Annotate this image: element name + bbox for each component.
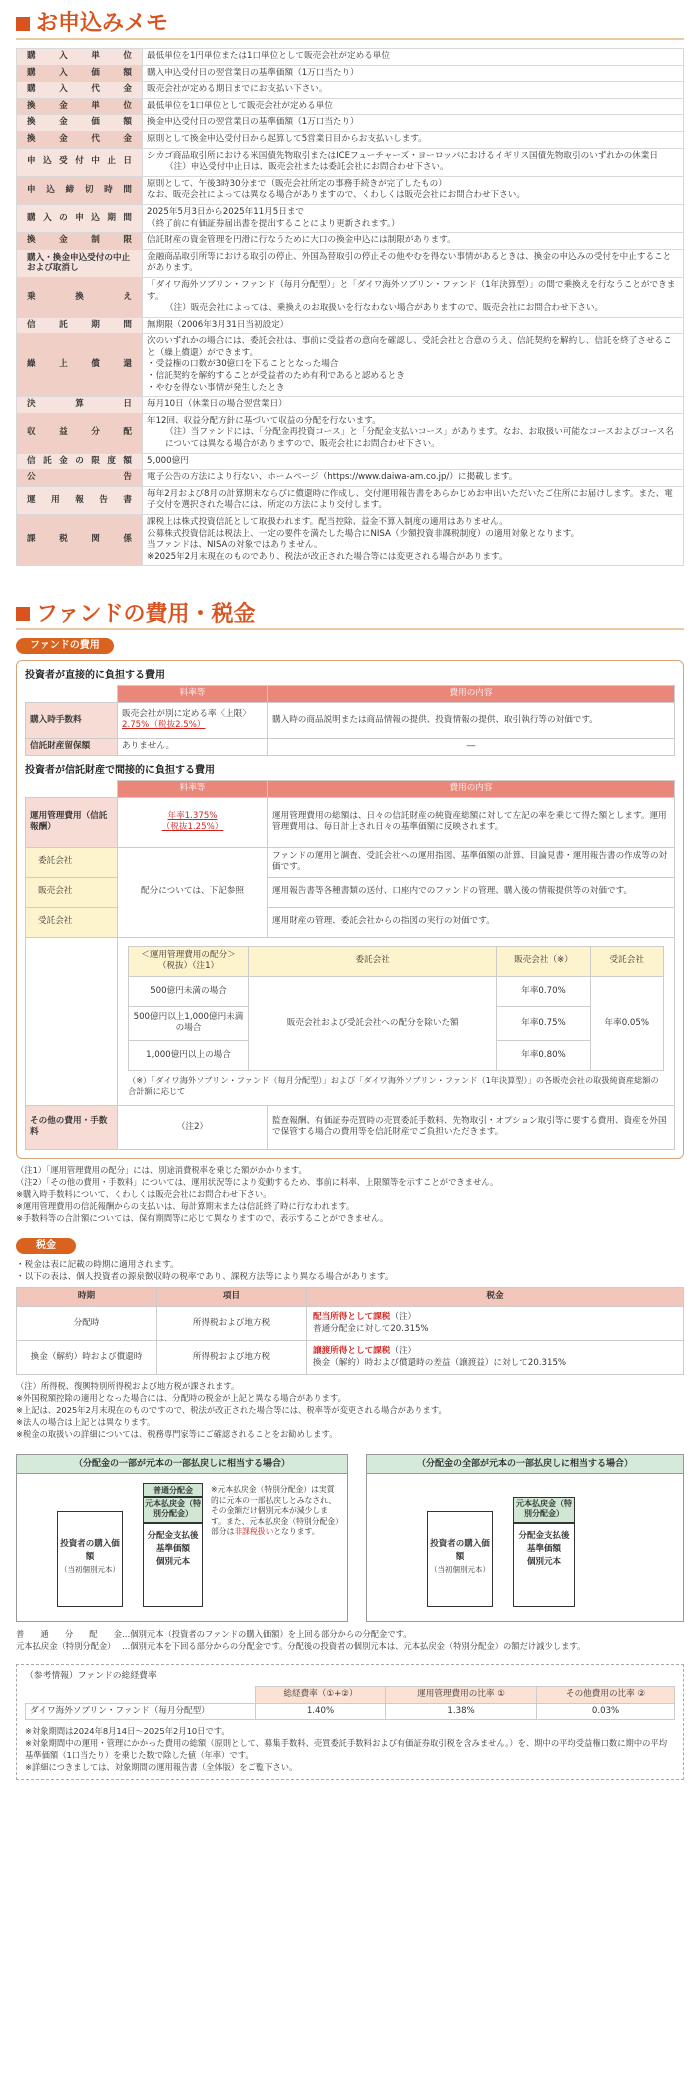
fee-notes: （注1）「運用管理費用の配分」には、別途消費税率を乗じた額がかかります。 （注2）「その他の費用・手数料」については、運用状況等により変動するため、事前に料率、上限額等を示すことができません。 ※購入時手数料について、くわしくは販売会社にお問合わせ下さい。 ※運用管理費用の信託報酬からの支払いは、毎計算期末または信託終了時に行なわれます。 ※手数料等の合計額については、保有期間等に応じて異なりますので、表示することができません。: [16, 1164, 499, 1224]
memo-value: 年12回、収益分配方針に基づいて収益の分配を行ないます。 （注）当ファンドには、「分配金再投資コース」と「分配金支払いコース」があります。なお、お取扱い可能なコースおよびコース名については異なる場合がありますので、販売会社にお問合わせ下さい。: [143, 413, 684, 453]
fund-cost-tag: ファンドの費用: [16, 638, 114, 654]
memo-row: [17, 49, 684, 66]
purchase-price-box: 投資者の購入価額 （当初個別元本）: [427, 1511, 493, 1607]
memo-row: [17, 397, 684, 414]
memo-row: [17, 204, 684, 232]
memo-value: 電子公告の方法により行ない、ホームページ（https://www.daiwa-am.co.jp/）に掲載します。: [143, 470, 684, 487]
memo-value: 無期限（2006年3月31日当初設定）: [143, 317, 684, 334]
post-distribution-box: 分配金支払後 基準価額 個別元本: [143, 1523, 203, 1607]
memo-key: 繰上償還: [17, 334, 143, 397]
refund-note: ※元本払戻金（特別分配金）は実質的に元本の一部払戻しとみなされ、その金額だけ個別元本が減少します。また、元本払戻金（特別分配金）部分は非課税扱いとなります。: [211, 1485, 340, 1537]
partial-refund-diagram: （分配金の一部が元本の一部払戻しに相当する場合） 投資者の購入価額 （当初個別元本） 普通分配金 元本払戻金（特別分配金） 分配金支払後 基準価額 個別元本 ※元本払戻金（特別分配金）は実質的に元本の一部払戻しとみなされ、その金額だけ個別元本が減少します。また、元本払戻金（特別分配金）部分は非課税扱いとなります。: [16, 1454, 348, 1622]
allocation-note: （※）「ダイワ海外ソブリン・ファンド（毎月分配型）」および「ダイワ海外ソブリン・ファンド（1年決算型）」の各販売会社の取扱純資産総額の合計額に応じて: [128, 1074, 659, 1096]
memo-key: 収益分配: [17, 413, 143, 453]
memo-value: 換金申込受付日の翌営業日の基準価額（1万口当たり）: [143, 115, 684, 132]
memo-table: [16, 48, 684, 566]
memo-row: [17, 470, 684, 487]
distribution-definitions: 普通分配金…個別元本（投資者のファンドの購入価額）を上回る部分からの分配金です。 元本払戻金（特別分配金） …個別元本を下回る部分からの分配金です。分配後の投資者の個別元本は、元本払戻金（特別分配金）の額だけ減少します。: [16, 1629, 586, 1652]
mgmt-rate: 年率1.375% （税抜1.25%）: [118, 797, 268, 847]
tax-tag: 税金: [16, 1238, 76, 1254]
memo-row: [17, 98, 684, 115]
memo-key: 運用報告書: [17, 486, 143, 514]
memo-value: 課税上は株式投資信託として取扱われます。配当控除、益金不算入制度の適用はありません。 公募株式投資信託は税法上、一定の要件を満たした場合にNISA（少額投資非課税制度）の適用対象となります。 当ファンドは、NISAの対象ではありません。 ※2025年2月末現在のものであり、税法が改正された場合等には変更される場合があります。: [143, 515, 684, 566]
square-bullet-icon: [16, 607, 30, 621]
memo-row: [17, 334, 684, 397]
memo-value: 信託財産の資金管理を円滑に行なうために大口の換金申込には制限があります。: [143, 233, 684, 250]
memo-key: 信託金の限度額: [17, 453, 143, 470]
memo-row: [17, 148, 684, 176]
memo-key: 決算日: [17, 397, 143, 414]
memo-row: [17, 176, 684, 204]
memo-value: 購入申込受付日の翌営業日の基準価額（1万口当たり）: [143, 65, 684, 82]
memo-value: 販売会社が定める期日までにお支払い下さい。: [143, 82, 684, 99]
expense-ratio-notes: ※対象期間は2024年8月14日〜2025年2月10日です。 ※対象期間中の運用・管理にかかった費用の総額（原則として、募集手数料、売買委託手数料および有価証券取引税を含みません。）を、期中の平均受益権口数に期中の平均基準価額（1口当たり）を乗じた数で除した値（年率）です。 ※詳細につきましては、対象期間の運用報告書（全体版）をご覧下さい。: [25, 1726, 668, 1773]
memo-value: 金融商品取引所等における取引の停止、外国為替取引の停止その他やむを得ない事情があるときは、換金の申込みの受付を中止することがあります。: [143, 249, 684, 277]
square-bullet-icon: [16, 17, 30, 31]
memo-row: [17, 413, 684, 453]
memo-key: 換金単位: [17, 98, 143, 115]
memo-row: [17, 486, 684, 514]
allocation-table: ＜運用管理費用の配分＞（税抜）（注1） 委託会社 販売会社（※） 受託会社 500億円未満の場合 販売会社および受託会社への配分を除いた額 年率0.70% 年率0.05% 500億円以上1,000億円未満の場合 年率0.75% 1,000億円以上の場合 年率0.80%: [128, 946, 664, 1071]
normal-distribution-box: 普通分配金: [143, 1483, 203, 1497]
memo-value: シカゴ商品取引所における米国債先物取引またはICEフューチャーズ・ヨーロッパにおけるイギリス国債先物取引のいずれかの休業日 （注）申込受付中止日は、販売会社または委託会社にお問合わせ下さい。: [143, 148, 684, 176]
direct-cost-heading: 投資者が直接的に負担する費用: [25, 669, 165, 681]
memo-row: [17, 233, 684, 250]
full-refund-diagram: （分配金の全部が元本の一部払戻しに相当する場合） 投資者の購入価額 （当初個別元本） 元本払戻金（特別分配金） 分配金支払後 基準価額 個別元本: [366, 1454, 684, 1622]
fees-panel: [16, 660, 684, 1159]
memo-row: [17, 515, 684, 566]
tax-table: 時期 項目 税金 分配時 所得税および地方税 配当所得として課税（注） 普通分配金に対して20.315% 換金（解約）時および償還時 所得税および地方税 譲渡所得として課税（注） 換金（解約）時および償還時の差益（譲渡益）に対して20.315%: [16, 1287, 684, 1375]
memo-key: 換金代金: [17, 131, 143, 148]
principal-refund-box: 元本払戻金（特別分配金）: [513, 1497, 575, 1523]
memo-key: 購入価額: [17, 65, 143, 82]
memo-value: 毎年2月および8月の計算期末ならびに償還時に作成し、交付運用報告書をあらかじめお申出いただいたご住所にお届けします。また、電子交付を選択された場合には、所定の方法により交付します。: [143, 486, 684, 514]
memo-key: 信託期間: [17, 317, 143, 334]
memo-key: 購入の申込期間: [17, 204, 143, 232]
memo-row: [17, 115, 684, 132]
tax-notes: （注）所得税、復興特別所得税および地方税が課されます。 ※外国税額控除の適用となった場合には、分配時の税金が上記と異なる場合があります。 ※上記は、2025年2月末現在のものですので、税法が改正された場合等には、税率等が変更される場合があります。 ※法人の場合は上記とは異なります。 ※税金の取扱いの詳細については、税務専門家等にご確認されることをお勧めします。: [16, 1381, 447, 1440]
memo-row: [17, 131, 684, 148]
expense-ratio-box: （参考情報）ファンドの総経費率 総経費率（①+②） 運用管理費用の比率 ① その他費用の比率 ② ダイワ海外ソブリン・ファンド（毎月分配型） 1.40% 1.38% 0.03% ※対象期間は2024年8月14日〜2025年2月10日です。 ※対象期間中の運用・管理にかかった費用の総額（原則として、募集手数料、売買委託手数料および有価証券取引税を含みません。）を、期中の平均受益権口数に期中の平均基準価額（1口当たり）を乗じた数で除した値（年率）です。 ※詳細につきましては、対象期間の運用報告書（全体版）をご覧下さい。: [16, 1664, 684, 1780]
memo-value: 次のいずれかの場合には、委託会社は、事前に受益者の意向を確認し、受託会社と合意のうえ、信託契約を解約し、信託を終了させること（繰上償還）ができます。 ・受益権の口数が30億口を下ることとなった場合 ・信託契約を解約することが受益者のため有利であると認めるとき ・やむを得ない事情が発生したとき: [143, 334, 684, 397]
fees-section-title: ファンドの費用・税金: [16, 600, 684, 630]
memo-value: 最低単位を1円単位または1口単位として販売会社が定める単位: [143, 49, 684, 66]
memo-row: [17, 65, 684, 82]
memo-key: 購入単位: [17, 49, 143, 66]
purchase-rate: 販売会社が別に定める率〈上限〉 2.75%（税抜2.5%）: [118, 702, 268, 738]
memo-key: 課税関係: [17, 515, 143, 566]
principal-refund-box: 元本払戻金（特別分配金）: [143, 1497, 203, 1523]
memo-row: [17, 82, 684, 99]
memo-key: 公告: [17, 470, 143, 487]
memo-section-title: お申込みメモ: [16, 10, 684, 40]
memo-key: 乗換え: [17, 277, 143, 317]
memo-row: [17, 277, 684, 317]
memo-row: [17, 453, 684, 470]
post-distribution-box: 分配金支払後 基準価額 個別元本: [513, 1523, 575, 1607]
memo-key: 購入・換金申込受付の中止および取消し: [17, 249, 143, 277]
direct-cost-table: 料率等 費用の内容 購入時手数料 販売会社が別に定める率〈上限〉 2.75%（税抜2.5%） 購入時の商品説明または商品情報の提供、投資情報の提供、取引執行等の対価です。 信託財産留保額 ありません。 ―: [25, 685, 675, 755]
memo-value: 原則として、午後3時30分まで（販売会社所定の事務手続きが完了したもの） なお、販売会社によっては異なる場合がありますので、くわしくは販売会社にお問合わせ下さい。: [143, 176, 684, 204]
memo-key: 換金制限: [17, 233, 143, 250]
memo-row: [17, 317, 684, 334]
indirect-cost-heading: 投資者が信託財産で間接的に負担する費用: [25, 764, 215, 776]
memo-row: [17, 249, 684, 277]
memo-value: 5,000億円: [143, 453, 684, 470]
memo-value: 最低単位を1口単位として販売会社が定める単位: [143, 98, 684, 115]
memo-value: 原則として換金申込受付日から起算して5営業日目からお支払いします。: [143, 131, 684, 148]
tax-bullets: ・税金は表に記載の時期に適用されます。 ・以下の表は、個人投資者の源泉徴収時の税率であり、課税方法等により異なる場合があります。: [16, 1259, 394, 1282]
memo-value: 「ダイワ海外ソブリン・ファンド（毎月分配型）」と「ダイワ海外ソブリン・ファンド（1年決算型）」の間で乗換えを行なうことができます。 （注）販売会社によっては、乗換えのお取扱いを行なわない場合がありますので、販売会社にお問合わせ下さい。: [143, 277, 684, 317]
memo-key: 申込受付中止日: [17, 148, 143, 176]
memo-value: 毎月10日（休業日の場合翌営業日）: [143, 397, 684, 414]
indirect-cost-table: 料率等 費用の内容 運用管理費用（信託報酬） 年率1.375% （税抜1.25%） 運用管理費用の総額は、日々の信託財産の純資産総額に対して左記の率を乗じて得た額とします。運用管理費用は、毎日計上され日々の基準価額に反映されます。 委託会社 配分については、下記参照 ファンドの運用と調査、受託会社への運用指図、基準価額の計算、目論見書・運用報告書の作成等の対価です。 販売会社 運用報告書等各種書類の送付、口座内でのファンドの管理、購入後の情報提供等の対価です。 受託会社 運用財産の管理、委託会社からの指図の実行の対価です。 ＜運用管理費用の配分＞（税抜）（注1） 委託会社 販売会社（※） 受託会社 500億円未満の場合 販売会社および受託会社への配分を除いた額 年率0.70% 年率0.05% 500億円以上1,000億円未満の場合 年率0.75% 1,000億円以上の場合 年率0.80% （※）「ダイワ海外ソブリン・ファンド（毎月分配型）」および「ダイワ海外ソブリン・ファンド（1年決算型）」の各販売会社の取扱純資産総額の合計額に応じて その他の費用・手数料 （注2） 監査報酬、有価証券売買時の売買委託手数料、先物取引・オプション取引等に要する費用、資産を外国で保管する場合の費用等を信託財産でご負担いただきます。: [25, 780, 675, 1150]
memo-value: 2025年5月3日から2025年11月5日まで （終了前に有価証券届出書を提出することにより更新されます。）: [143, 204, 684, 232]
memo-key: 換金価額: [17, 115, 143, 132]
purchase-price-box: 投資者の購入価額 （当初個別元本）: [57, 1511, 123, 1607]
expense-ratio-table: 総経費率（①+②） 運用管理費用の比率 ① その他費用の比率 ② ダイワ海外ソブリン・ファンド（毎月分配型） 1.40% 1.38% 0.03%: [25, 1686, 675, 1720]
memo-key: 購入代金: [17, 82, 143, 99]
memo-key: 申込締切時間: [17, 176, 143, 204]
